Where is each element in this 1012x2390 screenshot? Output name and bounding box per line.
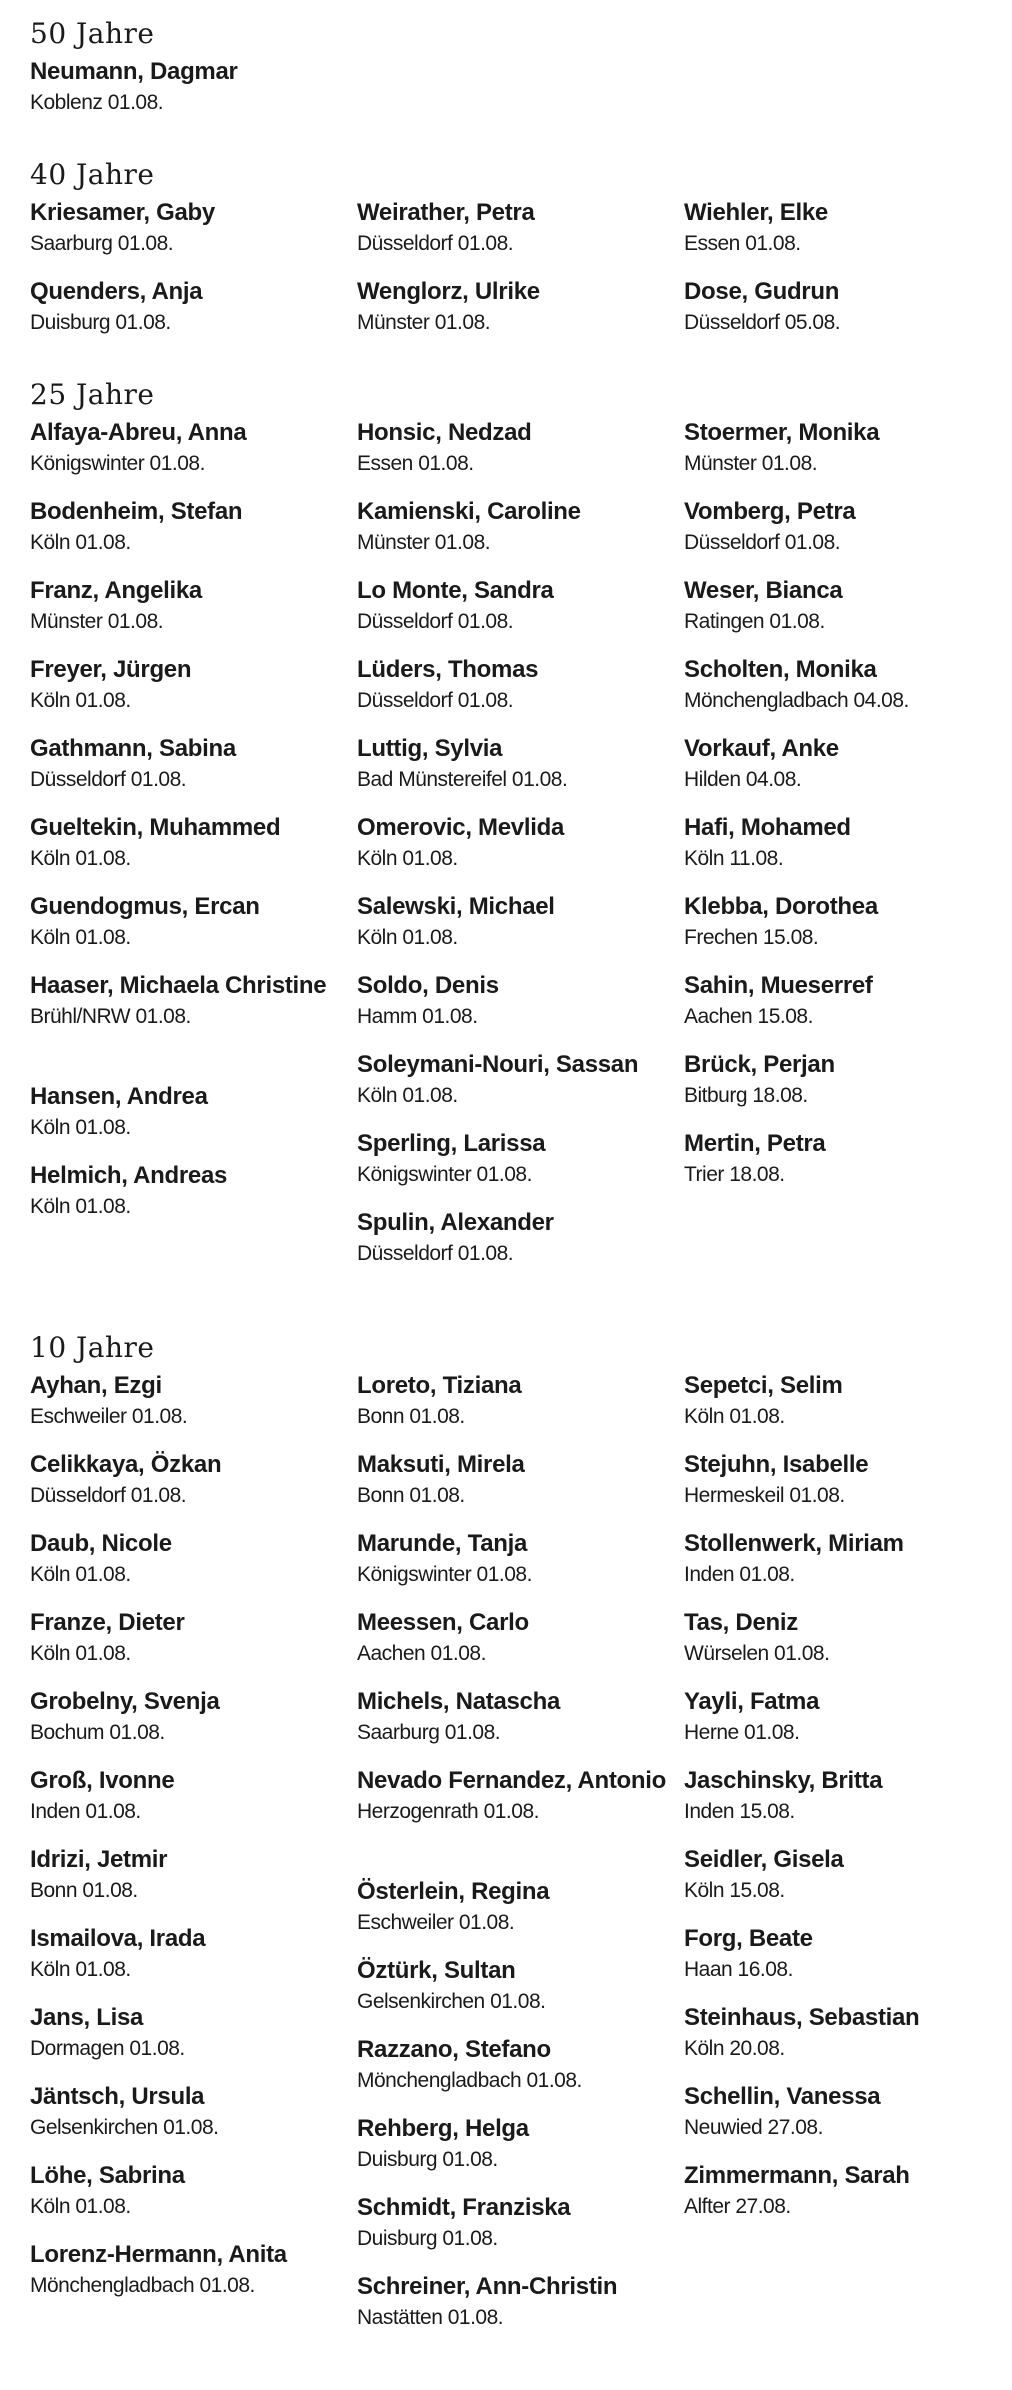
person-name: Meessen, Carlo xyxy=(357,1609,529,1636)
person-location-date: Mönchengladbach 01.08. xyxy=(357,2069,582,2092)
person-entry xyxy=(30,1160,357,1239)
column-2 xyxy=(357,197,684,355)
person-entry xyxy=(684,1128,1011,1207)
person-entry xyxy=(357,1128,684,1207)
person-entry xyxy=(684,812,1011,891)
person-entry xyxy=(357,1207,684,1286)
person-entry xyxy=(684,2081,1011,2160)
person-entry xyxy=(684,1049,1011,1128)
person-name: Ismailova, Irada xyxy=(30,1925,206,1952)
person-location-date: Königswinter 01.08. xyxy=(357,1163,532,1186)
person-entry xyxy=(30,1923,357,2002)
person-entry xyxy=(30,1765,357,1844)
person-location-date: Düsseldorf 05.08. xyxy=(684,311,841,334)
person-location-date: Bonn 01.08. xyxy=(357,1484,465,1507)
person-location-date: Köln 01.08. xyxy=(30,1958,131,1981)
person-entry xyxy=(30,970,357,1081)
person-entry xyxy=(684,417,1011,496)
section-heading: 10 Jahre xyxy=(30,1331,155,1364)
person-location-date: Haan 16.08. xyxy=(684,1958,793,1981)
person-location-date: Mönchengladbach 01.08. xyxy=(30,2274,255,2297)
person-location-date: Hamm 01.08. xyxy=(357,1005,478,1028)
person-name: Schellin, Vanessa xyxy=(684,2083,881,2110)
person-name: Grobelny, Svenja xyxy=(30,1688,220,1715)
person-location-date: Köln 01.08. xyxy=(30,531,131,554)
person-location-date: Inden 01.08. xyxy=(684,1563,795,1586)
person-name: Schmidt, Franziska xyxy=(357,2194,571,2221)
person-location-date: Köln 01.08. xyxy=(30,1563,131,1586)
person-entry xyxy=(684,197,1011,276)
column-1 xyxy=(30,56,357,135)
person-name: Freyer, Jürgen xyxy=(30,656,192,683)
person-entry xyxy=(30,1370,357,1449)
person-name: Zimmermann, Sarah xyxy=(684,2162,910,2189)
person-name: Jaschinsky, Britta xyxy=(684,1767,883,1794)
person-location-date: Eschweiler 01.08. xyxy=(357,1911,515,1934)
person-entry xyxy=(357,1686,684,1765)
person-entry xyxy=(357,1449,684,1528)
person-location-date: Königswinter 01.08. xyxy=(30,452,205,475)
column-2 xyxy=(357,417,684,1286)
person-entry xyxy=(357,2034,684,2113)
person-entry xyxy=(684,575,1011,654)
person-entry xyxy=(30,654,357,733)
person-entry xyxy=(30,1844,357,1923)
section-heading: 40 Jahre xyxy=(30,158,155,191)
person-name: Celikkaya, Özkan xyxy=(30,1451,222,1478)
person-name: Gathmann, Sabina xyxy=(30,735,236,762)
person-name: Spulin, Alexander xyxy=(357,1209,554,1236)
person-entry xyxy=(684,496,1011,575)
person-location-date: Herzogenrath 01.08. xyxy=(357,1800,539,1823)
person-entry xyxy=(684,1686,1011,1765)
person-location-date: Bochum 01.08. xyxy=(30,1721,165,1744)
person-name: Maksuti, Mirela xyxy=(357,1451,525,1478)
person-entry xyxy=(684,1370,1011,1449)
person-entry xyxy=(357,812,684,891)
person-name: Guendogmus, Ercan xyxy=(30,893,260,920)
person-location-date: Essen 01.08. xyxy=(684,232,801,255)
person-entry xyxy=(30,417,357,496)
person-entry xyxy=(357,496,684,575)
person-name: Wiehler, Elke xyxy=(684,199,828,226)
person-location-date: Bitburg 18.08. xyxy=(684,1084,808,1107)
jubilee-section xyxy=(30,12,1000,153)
person-name: Weser, Bianca xyxy=(684,577,843,604)
person-location-date: Münster 01.08. xyxy=(357,311,491,334)
person-name: Löhe, Sabrina xyxy=(30,2162,185,2189)
person-entry xyxy=(684,2002,1011,2081)
person-location-date: Köln 01.08. xyxy=(30,1116,131,1139)
jubilee-section xyxy=(30,1326,1000,2390)
person-location-date: Düsseldorf 01.08. xyxy=(357,610,514,633)
person-name: Yayli, Fatma xyxy=(684,1688,820,1715)
person-entry xyxy=(684,276,1011,355)
person-entry xyxy=(357,970,684,1049)
person-location-date: Köln 01.08. xyxy=(357,926,458,949)
person-entry xyxy=(357,417,684,496)
column-1 xyxy=(30,1370,357,2318)
person-location-date: Aachen 01.08. xyxy=(357,1642,486,1665)
jubilee-section xyxy=(30,373,1000,1326)
person-name: Sahin, Mueserref xyxy=(684,972,873,999)
person-entry xyxy=(684,970,1011,1049)
person-name: Stoermer, Monika xyxy=(684,419,880,446)
person-entry xyxy=(357,1876,684,1955)
person-entry xyxy=(357,733,684,812)
person-location-date: Hermeskeil 01.08. xyxy=(684,1484,845,1507)
person-location-date: Münster 01.08. xyxy=(357,531,491,554)
person-name: Vorkauf, Anke xyxy=(684,735,839,762)
person-entry xyxy=(684,654,1011,733)
section-columns xyxy=(30,56,1000,135)
person-location-date: Köln 11.08. xyxy=(684,847,784,870)
person-entry xyxy=(30,1607,357,1686)
person-entry xyxy=(30,733,357,812)
person-location-date: Saarburg 01.08. xyxy=(30,232,174,255)
jubilee-section xyxy=(30,153,1000,373)
person-location-date: Köln 01.08. xyxy=(30,1642,131,1665)
person-entry xyxy=(30,1528,357,1607)
person-location-date: Bad Münstereifel 01.08. xyxy=(357,768,568,791)
column-3 xyxy=(684,1370,1011,2239)
person-entry xyxy=(30,1081,357,1160)
person-location-date: Neuwied 27.08. xyxy=(684,2116,823,2139)
person-entry xyxy=(357,575,684,654)
person-entry xyxy=(30,812,357,891)
column-3 xyxy=(684,197,1011,355)
person-name: Jäntsch, Ursula xyxy=(30,2083,205,2110)
person-name: Klebba, Dorothea xyxy=(684,893,878,920)
person-entry xyxy=(684,891,1011,970)
person-entry xyxy=(357,197,684,276)
person-location-date: Köln 01.08. xyxy=(30,926,131,949)
person-location-date: Duisburg 01.08. xyxy=(357,2148,498,2171)
person-name: Lorenz-Hermann, Anita xyxy=(30,2241,287,2268)
person-entry xyxy=(684,1528,1011,1607)
person-entry xyxy=(30,56,357,135)
person-entry xyxy=(684,733,1011,812)
person-location-date: Köln 01.08. xyxy=(30,2195,131,2218)
person-entry xyxy=(30,1449,357,1528)
person-entry xyxy=(357,654,684,733)
person-name: Marunde, Tanja xyxy=(357,1530,528,1557)
person-entry xyxy=(684,1607,1011,1686)
person-name: Loreto, Tiziana xyxy=(357,1372,522,1399)
person-entry xyxy=(357,1607,684,1686)
person-entry xyxy=(30,2002,357,2081)
anniversary-list xyxy=(30,12,1000,2390)
person-entry xyxy=(357,2192,684,2271)
person-location-date: Aachen 15.08. xyxy=(684,1005,813,1028)
person-location-date: Trier 18.08. xyxy=(684,1163,785,1186)
person-location-date: Koblenz 01.08. xyxy=(30,91,164,114)
section-heading: 25 Jahre xyxy=(30,378,155,411)
section-columns xyxy=(30,1370,1000,2350)
person-location-date: Mönchengladbach 04.08. xyxy=(684,689,909,712)
person-name: Gueltekin, Muhammed xyxy=(30,814,281,841)
person-name: Lüders, Thomas xyxy=(357,656,539,683)
person-entry xyxy=(357,1955,684,2034)
person-location-date: Dormagen 01.08. xyxy=(30,2037,185,2060)
person-entry xyxy=(30,496,357,575)
person-name: Sperling, Larissa xyxy=(357,1130,546,1157)
person-name: Hansen, Andrea xyxy=(30,1083,208,1110)
person-location-date: Köln 01.08. xyxy=(30,689,131,712)
person-name: Sepetci, Selim xyxy=(684,1372,843,1399)
person-name: Vomberg, Petra xyxy=(684,498,856,525)
person-location-date: Münster 01.08. xyxy=(684,452,818,475)
person-location-date: Düsseldorf 01.08. xyxy=(30,1484,187,1507)
person-name: Luttig, Sylvia xyxy=(357,735,503,762)
person-entry xyxy=(30,2081,357,2160)
person-location-date: Duisburg 01.08. xyxy=(357,2227,498,2250)
person-location-date: Nastätten 01.08. xyxy=(357,2306,504,2329)
person-location-date: Würselen 01.08. xyxy=(684,1642,830,1665)
person-name: Alfaya-Abreu, Anna xyxy=(30,419,247,446)
person-name: Bodenheim, Stefan xyxy=(30,498,243,525)
person-entry xyxy=(684,1844,1011,1923)
person-location-date: Köln 15.08. xyxy=(684,1879,785,1902)
person-entry xyxy=(684,1923,1011,2002)
person-location-date: Alfter 27.08. xyxy=(684,2195,791,2218)
person-name: Franz, Angelika xyxy=(30,577,202,604)
person-location-date: Düsseldorf 01.08. xyxy=(684,531,841,554)
person-entry xyxy=(684,1765,1011,1844)
person-entry xyxy=(30,2160,357,2239)
person-name: Helmich, Andreas xyxy=(30,1162,228,1189)
person-location-date: Essen 01.08. xyxy=(357,452,474,475)
person-name: Groß, Ivonne xyxy=(30,1767,175,1794)
section-spacer xyxy=(30,2350,1000,2390)
person-location-date: Köln 01.08. xyxy=(30,1195,131,1218)
person-name: Franze, Dieter xyxy=(30,1609,185,1636)
person-location-date: Köln 01.08. xyxy=(357,1084,458,1107)
person-name: Weirather, Petra xyxy=(357,199,535,226)
section-columns xyxy=(30,417,1000,1286)
person-name: Dose, Gudrun xyxy=(684,278,840,305)
person-name: Honsic, Nedzad xyxy=(357,419,532,446)
person-location-date: Gelsenkirchen 01.08. xyxy=(30,2116,219,2139)
person-name: Wenglorz, Ulrike xyxy=(357,278,540,305)
person-location-date: Düsseldorf 01.08. xyxy=(357,689,514,712)
person-name: Ayhan, Ezgi xyxy=(30,1372,162,1399)
column-2 xyxy=(357,1370,684,2350)
person-name: Scholten, Monika xyxy=(684,656,877,683)
person-name: Omerovic, Mevlida xyxy=(357,814,564,841)
person-name: Rehberg, Helga xyxy=(357,2115,529,2142)
person-location-date: Brühl/NRW 01.08. xyxy=(30,1005,191,1028)
person-location-date: Frechen 15.08. xyxy=(684,926,819,949)
section-spacer xyxy=(30,355,1000,373)
person-name: Jans, Lisa xyxy=(30,2004,144,2031)
person-name: Forg, Beate xyxy=(684,1925,813,1952)
person-location-date: Düsseldorf 01.08. xyxy=(357,1242,514,1265)
person-entry xyxy=(684,2160,1011,2239)
person-name: Kamienski, Caroline xyxy=(357,498,581,525)
person-entry xyxy=(357,276,684,355)
person-name: Lo Monte, Sandra xyxy=(357,577,554,604)
person-entry xyxy=(357,2113,684,2192)
person-location-date: Düsseldorf 01.08. xyxy=(30,768,187,791)
person-location-date: Münster 01.08. xyxy=(30,610,164,633)
person-location-date: Düsseldorf 01.08. xyxy=(357,232,514,255)
person-entry xyxy=(357,1370,684,1449)
person-name: Steinhaus, Sebastian xyxy=(684,2004,920,2031)
person-name: Brück, Perjan xyxy=(684,1051,835,1078)
person-location-date: Königswinter 01.08. xyxy=(357,1563,532,1586)
person-location-date: Köln 01.08. xyxy=(357,847,458,870)
person-name: Tas, Deniz xyxy=(684,1609,798,1636)
person-name: Nevado Fernandez, Antonio xyxy=(357,1767,666,1794)
person-entry xyxy=(30,197,357,276)
person-name: Mertin, Petra xyxy=(684,1130,826,1157)
section-columns xyxy=(30,197,1000,355)
person-name: Razzano, Stefano xyxy=(357,2036,551,2063)
person-location-date: Ratingen 01.08. xyxy=(684,610,825,633)
person-entry xyxy=(30,575,357,654)
person-name: Neumann, Dagmar xyxy=(30,58,238,85)
person-location-date: Inden 01.08. xyxy=(30,1800,141,1823)
person-entry xyxy=(357,1049,684,1128)
person-name: Daub, Nicole xyxy=(30,1530,172,1557)
person-name: Soldo, Denis xyxy=(357,972,499,999)
person-name: Idrizi, Jetmir xyxy=(30,1846,168,1873)
person-entry xyxy=(357,891,684,970)
person-name: Quenders, Anja xyxy=(30,278,203,305)
person-name: Haaser, Michaela Christine xyxy=(30,972,327,999)
person-location-date: Bonn 01.08. xyxy=(357,1405,465,1428)
person-name: Österlein, Regina xyxy=(357,1878,550,1905)
section-spacer xyxy=(30,1286,1000,1326)
person-location-date: Köln 01.08. xyxy=(30,847,131,870)
person-entry xyxy=(30,2239,357,2318)
person-name: Salewski, Michael xyxy=(357,893,555,920)
person-entry xyxy=(684,1449,1011,1528)
person-location-date: Bonn 01.08. xyxy=(30,1879,138,1902)
person-entry xyxy=(357,1528,684,1607)
person-location-date: Inden 15.08. xyxy=(684,1800,795,1823)
section-heading: 50 Jahre xyxy=(30,17,155,50)
person-location-date: Köln 01.08. xyxy=(684,1405,785,1428)
person-name: Seidler, Gisela xyxy=(684,1846,844,1873)
person-entry xyxy=(357,1765,684,1876)
column-1 xyxy=(30,417,357,1239)
person-name: Soleymani-Nouri, Sassan xyxy=(357,1051,639,1078)
person-entry xyxy=(30,1686,357,1765)
column-1 xyxy=(30,197,357,355)
person-entry xyxy=(30,276,357,355)
person-location-date: Duisburg 01.08. xyxy=(30,311,171,334)
person-entry xyxy=(357,2271,684,2350)
person-location-date: Herne 01.08. xyxy=(684,1721,800,1744)
person-name: Michels, Natascha xyxy=(357,1688,560,1715)
column-3 xyxy=(684,417,1011,1207)
person-name: Stejuhn, Isabelle xyxy=(684,1451,869,1478)
person-location-date: Saarburg 01.08. xyxy=(357,1721,501,1744)
person-name: Stollenwerk, Miriam xyxy=(684,1530,904,1557)
person-name: Schreiner, Ann-Christin xyxy=(357,2273,618,2300)
person-name: Hafi, Mohamed xyxy=(684,814,851,841)
person-name: Öztürk, Sultan xyxy=(357,1957,516,1984)
section-spacer xyxy=(30,135,1000,153)
person-location-date: Köln 20.08. xyxy=(684,2037,785,2060)
person-entry xyxy=(30,891,357,970)
person-location-date: Gelsenkirchen 01.08. xyxy=(357,1990,546,2013)
person-location-date: Hilden 04.08. xyxy=(684,768,802,791)
person-name: Kriesamer, Gaby xyxy=(30,199,215,226)
person-location-date: Eschweiler 01.08. xyxy=(30,1405,188,1428)
